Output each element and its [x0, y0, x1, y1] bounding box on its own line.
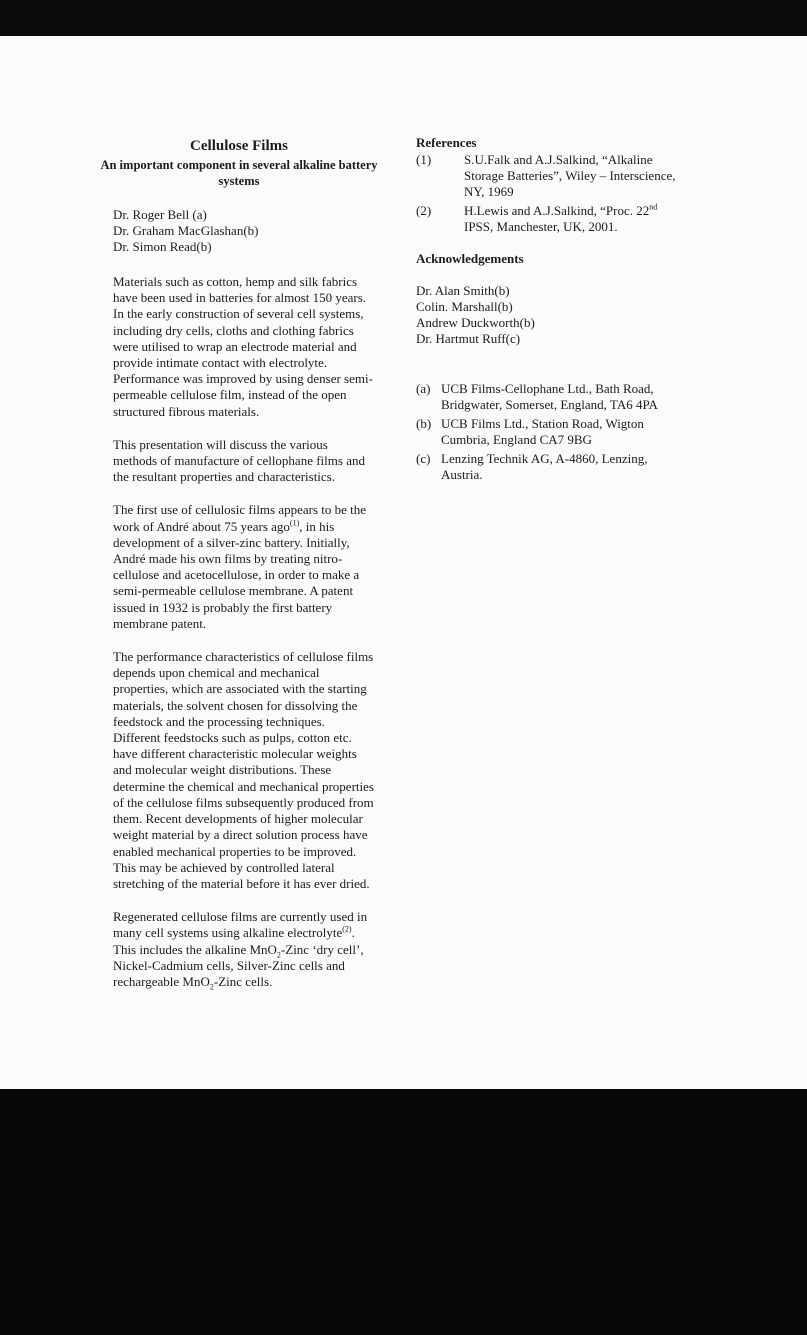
citation-marker: (1) [289, 518, 300, 528]
affiliation-key: (a) [416, 381, 431, 396]
paragraph-text: -Zinc cells. [213, 973, 273, 989]
article-column [100, 138, 378, 992]
affiliation-text: UCB Films Ltd., Station Road, Wigton Cumbria, England CA7 9BG [441, 416, 644, 447]
sidebar-column [416, 135, 686, 486]
affiliation-text: Lenzing Technik AG, A-4860, Lenzing, Austria. [441, 451, 648, 482]
paragraph-text: Regenerated cellulose films are currently used in many cell systems using alkaline electrolyte [113, 909, 368, 941]
reference-text [464, 203, 679, 235]
affiliation-text: UCB Films-Cellophane Ltd., Bath Road, Bridgwater, Somerset, England, TA6 4PA [441, 381, 658, 412]
article-title: Cellulose Films [190, 138, 288, 154]
author-item: Dr. Roger Bell (a) [113, 207, 207, 222]
reference-number: (2) [416, 203, 432, 218]
body-paragraph-2: This presentation will discuss the various methods of manufacture of cellophane films and the resultant properties and characteristics. [113, 436, 365, 485]
affiliation-key: (b) [416, 416, 432, 431]
acknowledgements-heading: Acknowledgements [416, 251, 524, 266]
scan-border-bottom [0, 1089, 807, 1335]
acknowledged-person: Dr. Hartmut Ruff(c) [416, 331, 521, 346]
article-subtitle: An important component in several alkaline battery systems [100, 158, 378, 188]
affiliations-list [416, 381, 686, 483]
acknowledged-person: Colin. Marshall(b) [416, 299, 513, 314]
acknowledged-person: Andrew Duckworth(b) [416, 315, 535, 330]
author-item: Dr. Simon Read(b) [113, 239, 212, 254]
affiliation-item [416, 416, 686, 448]
reference-number: (1) [416, 152, 432, 167]
paragraph-text: . This includes the alkaline MnO [113, 925, 355, 957]
citation-marker: (2) [342, 924, 352, 934]
body-paragraph-1: Materials such as cotton, hemp and silk fabrics have been used in batteries for almost 150 years. In the early construction of several cell systems, including dry cells, cloths and clothing fabrics were utilised to wrap an electrode material and provide intimate contact with electrolyte. Performance was improved by using denser semi-permeable cellulose film, instead of the open structured fibrous materials. [113, 274, 373, 419]
scan-border-top [0, 0, 807, 36]
paragraph-text: The first use of cellulosic films appears to be the work of André about 75 years ago [113, 502, 367, 534]
body-paragraph-3 [113, 502, 375, 632]
affiliation-key: (c) [416, 451, 431, 466]
reference-text: S.U.Falk and A.J.Salkind, “Alkaline Storage Batteries”, Wiley – Interscience, NY, 1969 [464, 152, 676, 199]
references-heading: References [416, 135, 477, 150]
acknowledgements-list [416, 283, 686, 347]
body-paragraph-5 [113, 909, 375, 990]
reference-text-part: IPSS, Manchester, UK, 2001. [464, 219, 618, 234]
author-list [113, 207, 373, 255]
document-page [0, 36, 807, 1089]
paragraph-text: -Zinc ‘dry cell’, Nickel-Cadmium cells, Silver-Zinc cells and rechargeable MnO [113, 941, 364, 989]
affiliation-item [416, 381, 686, 413]
references-list [416, 152, 686, 235]
paragraph-text: , in his development of a silver-zinc battery. Initially, André made his own films by treating nitro-cellulose and acetocellulose, in order to make a semi-permeable cellulose membrane. A patent issued in 1932 is probably the first battery membrane patent. [113, 518, 360, 631]
body-paragraph-4: The performance characteristics of cellulose films depends upon chemical and mechanical properties, which are associated with the starting materials, the solvent chosen for dissolving the feedstock and the processing techniques. Different feedstocks such as pulps, cotton etc. have different characteristic molecular weights and molecular weight distributions. These determine the chemical and mechanical properties of the cellulose films subsequently produced from them. Recent developments of higher molecular weight material by a direct solution process have enabled mechanical properties to be improved. This may be achieved by controlled lateral stretching of the material before it has ever dried. [113, 649, 374, 891]
affiliation-item [416, 451, 686, 483]
ordinal-suffix: nd [649, 202, 658, 212]
author-item: Dr. Graham MacGlashan(b) [113, 223, 259, 238]
acknowledged-person: Dr. Alan Smith(b) [416, 283, 510, 298]
reference-text-part: H.Lewis and A.J.Salkind, “Proc. 22 [464, 203, 650, 218]
subscript: 2 [209, 982, 214, 992]
reference-item [416, 152, 686, 200]
subscript: 2 [276, 950, 281, 960]
reference-item [416, 203, 686, 235]
